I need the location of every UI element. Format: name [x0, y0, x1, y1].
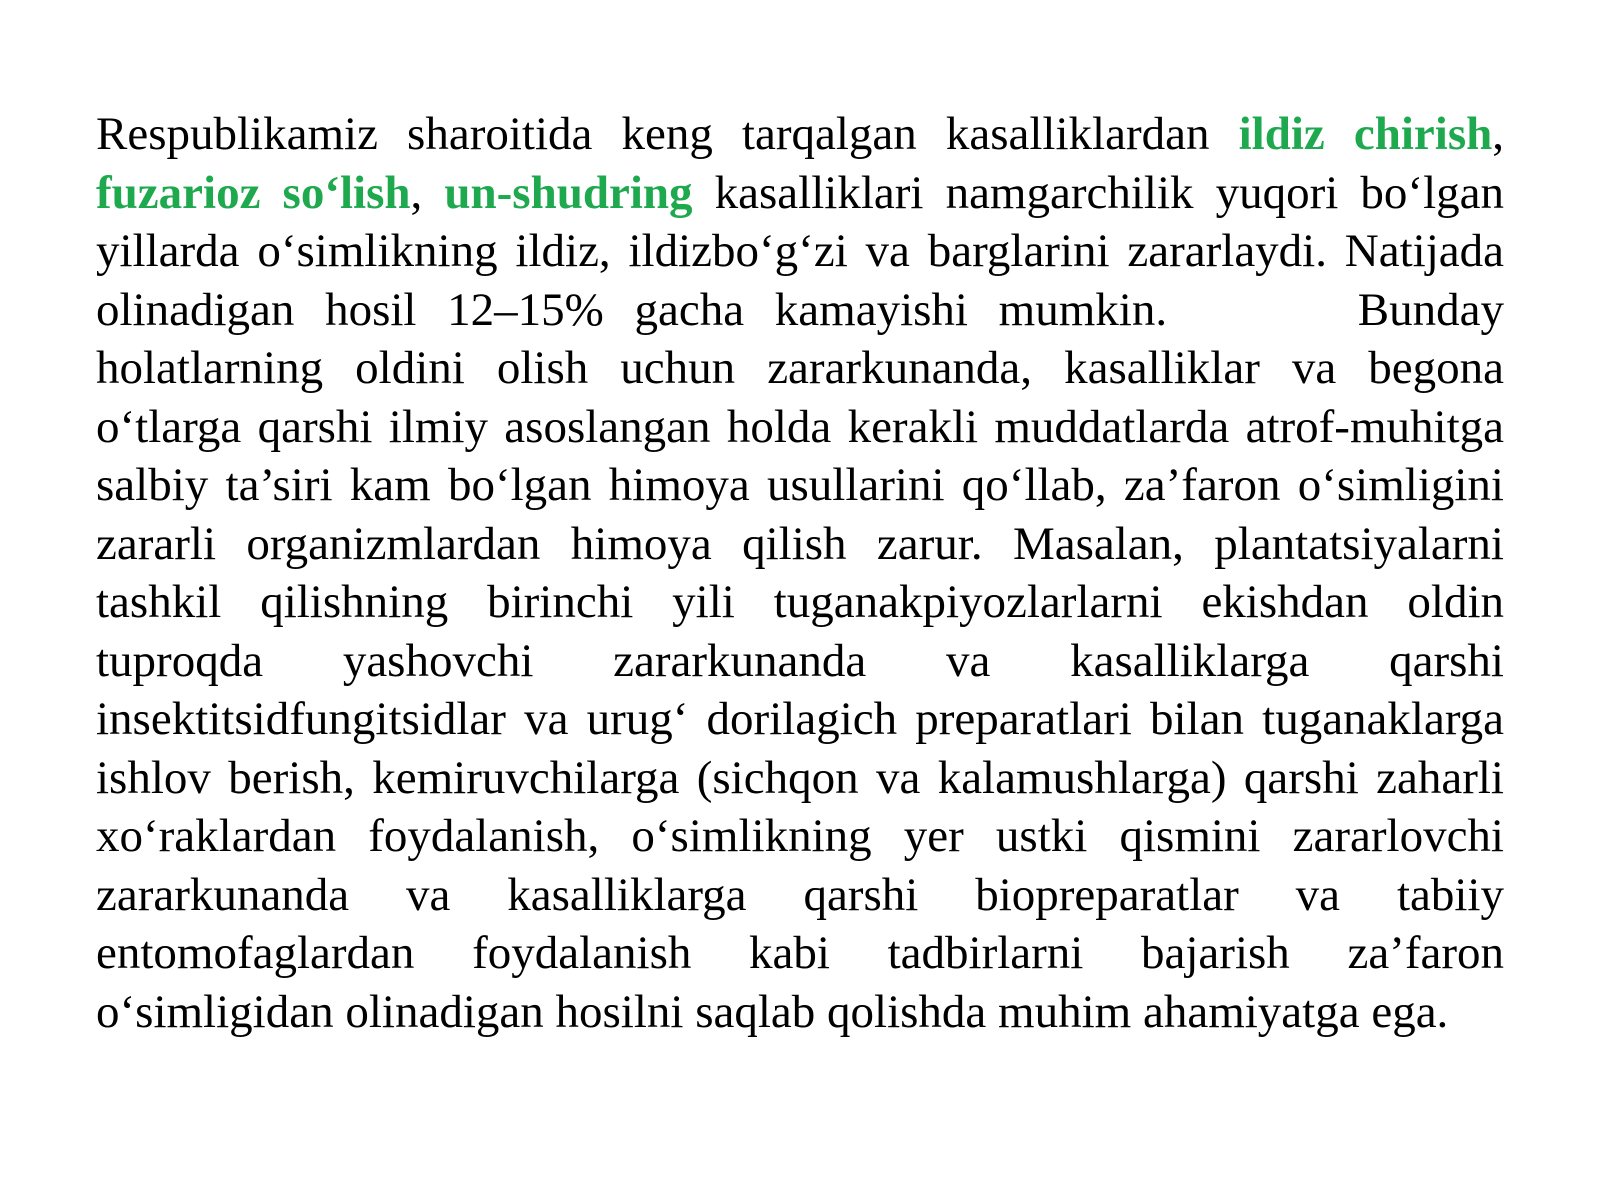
separator-comma: , [410, 166, 423, 219]
protection-measures-text: Bunday holatlarning oldini olish uchun zararkunanda, kasalliklar va begona o‘tlarga qarshi ilmiy asoslangan holda kerakli muddatlarda atrof-muhitga salbiy ta’siri kam bo‘lgan himoya usullarini qo‘llab, za’faron o‘simligini zararli organizmlardan himoya qilish zarur. Masalan, plantatsiyalarni tashkil qilishning birinchi yili tuganakpiyozlarlarni ekishdan oldin tuproqda yashovchi zararkunanda va kasalliklarga qarshi insektitsidfungitsidlar va urug‘ dorilagich preparatlari bilan tuganaklarga ishlov berish, kemiruvchilarga (sichqon va kalamushlarga) qarshi zaharli xo‘raklardan foydalanish, o‘simlikning yer ustki qismini zararlovchi zararkunanda va kasalliklarga qarshi biopreparatlar va tabiiy entomofaglardan foydalanish kabi tadbirlarni bajarish za’faron o‘simligidan olinadigan hosilni saqlab qolishda muhim ahamiyatga ega. [96, 283, 1504, 1038]
intro-text: Respublikamiz sharoitida keng tarqalgan kasalliklardan [96, 108, 1210, 160]
diseases-description-text: kasalliklari namgarchilik yuqori bo‘lgan yillarda o‘simlikning ildiz, ildizbo‘g‘zi va barglarini zararlaydi. Natijada olinadigan hosil 12–15% gacha kamayishi mumkin. [96, 166, 1504, 336]
disease-highlight-fusarium-wilt: fuzarioz so‘lish [96, 166, 411, 219]
slide-body [96, 105, 1504, 1041]
separator-comma: , [1492, 108, 1504, 160]
body-paragraph [96, 105, 1504, 1041]
disease-highlight-root-rot: ildiz chirish [1238, 108, 1493, 160]
disease-highlight-powdery-mildew: un-shudring [444, 166, 693, 219]
